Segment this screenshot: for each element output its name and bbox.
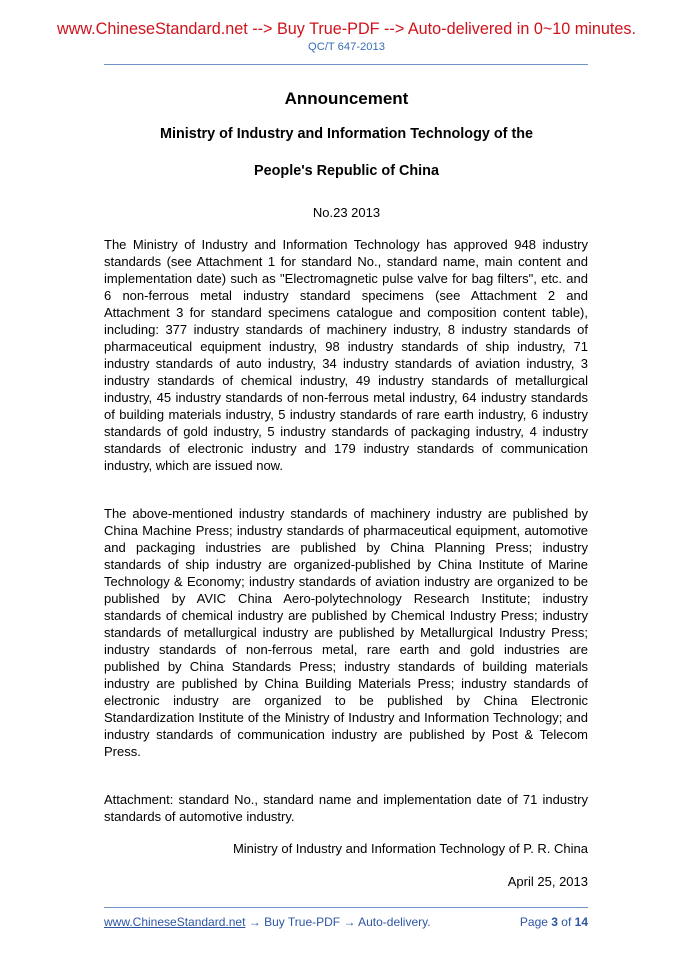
subtitle-line2: People's Republic of China <box>254 163 439 179</box>
footer-promo-text: → Buy True-PDF → Auto-delivery. <box>245 915 431 929</box>
attachment-paragraph: Attachment: standard No., standard name and implementation date of 71 industry standards of automotive industry. <box>104 792 588 824</box>
body-paragraph-1: The Ministry of Industry and Information Technology has approved 948 industry standards (see Attachment 1 for standard No., standard name, main content and implementation date) such as "Electromagnetic pulse valve for bag filters", etc. and 6 non-ferrous metal industry standard specimens (see Attachment 2 and Attachment 3 for standard specimens catalogue and composition content table), including: 377 industry standards of machinery industry, 8 industry standards of pharmaceutical equipment industry, 98 industry standards of ship industry, 71 industry standards of auto industry, 34 industry standards of aviation industry, 3 industry standards of chemical industry, 49 industry standards of metallurgical industry, 45 industry standards of non-ferrous metal industry, 64 industry standards of building materials industry, 5 industry standards of rare earth industry, 6 industry standards of gold industry, 5 industry standards of packaging industry, 4 industry standards of electronic industry and 179 industry standards of communication industry, which are issued now. <box>104 237 588 473</box>
announcement-number: No.23 2013 <box>312 205 381 220</box>
body-paragraph-2: The above-mentioned industry standards of machinery industry are published by China Machine Press; industry standards of pharmaceutical equipment, automotive and packaging industries are published by China Planning Press; industry standards of ship industry are organized-published by China Institute of Marine Technology & Economy; industry standards of aviation industry are organized to be published by AVIC China Aero-polytechnology Research Institute; industry standards of chemical industry are published by Chemical Industry Press; industry standards of metallurgical industry are published by Metallurgical Industry Press; industry standards of non-ferrous metal, rare earth and gold industries are published by China Standards Press; industry standards of building materials industry are published by China Building Materials Press; industry standards of electronic industry are organized to be published by China Electronic Standardization Institute of the Ministry of Industry and Information Technology; and industry standards of communication industry are published by Post & Telecom Press. <box>104 506 588 759</box>
header-divider <box>104 64 588 65</box>
page-label: Page <box>519 915 552 929</box>
issue-date: April 25, 2013 <box>507 874 588 889</box>
footer-promo <box>104 915 431 929</box>
footer-site-link[interactable]: www.ChineseStandard.net <box>104 915 246 929</box>
signer: Ministry of Industry and Information Technology of P. R. China <box>232 841 588 856</box>
footer-divider <box>104 907 588 908</box>
page-of-label: of <box>557 915 575 929</box>
top-banner[interactable]: www.ChineseStandard.net --> Buy True-PDF --> Auto-delivered in 0~10 minutes. <box>57 20 636 38</box>
total-pages-number: 14 <box>574 915 588 929</box>
page-title: Announcement <box>284 89 409 108</box>
current-page-number: 3 <box>551 915 558 929</box>
subtitle-line1: Ministry of Industry and Information Technology of the <box>159 126 534 142</box>
page-indicator <box>520 915 588 929</box>
doc-code: QC/T 647-2013 <box>308 41 385 53</box>
